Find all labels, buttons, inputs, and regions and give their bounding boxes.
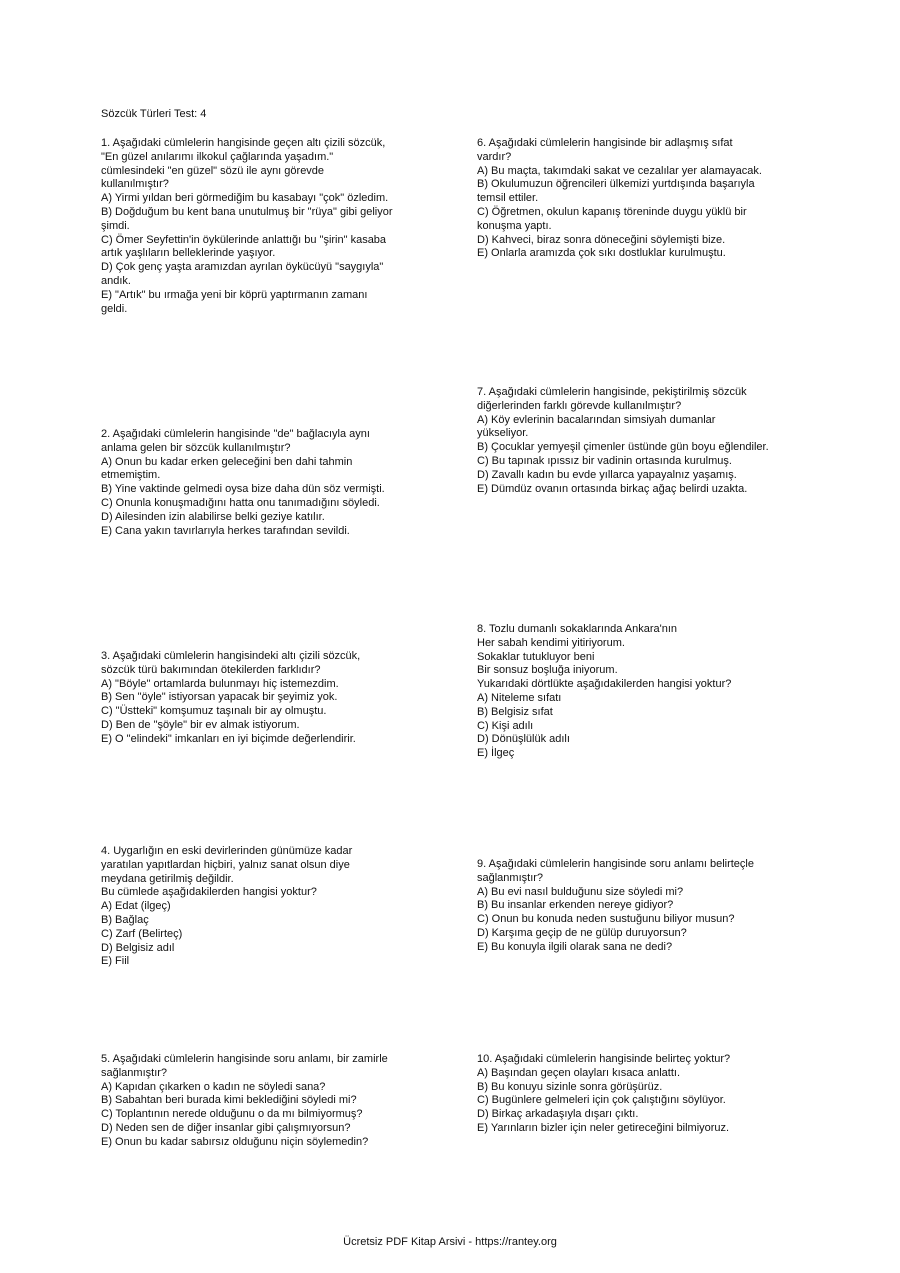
- question-line: C) Onun bu konuda neden sustuğunu biliyor musun?: [477, 913, 735, 926]
- question-line: diğerlerinden farklı görevde kullanılmıştır?: [477, 399, 682, 412]
- question-line: sağlanmıştır?: [477, 871, 544, 884]
- question-line: A) Onun bu kadar erken geleceğini ben dahi tahmin: [101, 455, 353, 468]
- question-1: [101, 137, 431, 316]
- question-stem: 7. Aşağıdaki cümlelerin hangisinde, pekiştirilmiş sözcük: [477, 386, 747, 398]
- question-10: [477, 1053, 807, 1136]
- question-line: A) Köy evlerinin bacalarından simsiyah dumanlar: [477, 413, 716, 426]
- question-line: C) "Üstteki" komşumuz taşınalı bir ay olmuştu.: [101, 705, 327, 718]
- question-line: C) Öğretmen, okulun kapanış töreninde duygu yüklü bir: [477, 205, 747, 218]
- page-title: Sözcük Türleri Test: 4: [101, 108, 207, 120]
- question-line: Yukarıdaki dörtlükte aşağıdakilerden hangisi yoktur?: [477, 678, 732, 691]
- question-stem: 1. Aşağıdaki cümlelerin hangisinde geçen altı çizili sözcük,: [101, 137, 386, 149]
- question-line: artık yaşlıların belleklerinde yaşıyor.: [101, 247, 276, 260]
- question-line: B) Belgisiz sıfat: [477, 705, 553, 718]
- question-line: D) Karşıma geçip de ne gülüp duruyorsun?: [477, 926, 687, 939]
- question-line: Sokaklar tutukluyor beni: [477, 650, 595, 663]
- question-line: E) Yarınların bizler için neler getireceğini bilmiyoruz.: [477, 1121, 730, 1134]
- question-line: A) Yirmi yıldan beri görmediğim bu kasabayı "çok" özledim.: [101, 192, 389, 205]
- question-stem: 9. Aşağıdaki cümlelerin hangisinde soru anlamı belirteçle: [477, 858, 754, 870]
- question-5: [101, 1053, 431, 1150]
- question-line: B) Doğduğum bu kent bana unutulmuş bir "rüya" gibi geliyor: [101, 205, 393, 218]
- question-line: geldi.: [101, 302, 128, 315]
- question-stem: 8. Tozlu dumanlı sokaklarında Ankara'nın: [477, 623, 678, 635]
- question-line: kullanılmıştır?: [101, 178, 169, 191]
- question-line: D) Zavallı kadın bu evde yıllarca yapayalnız yaşamış.: [477, 468, 737, 481]
- question-line: B) Bağlaç: [101, 913, 149, 926]
- question-8: [477, 623, 807, 761]
- question-line: E) O "elindeki" imkanları en iyi biçimde değerlendirir.: [101, 732, 356, 745]
- question-line: D) Ailesinden izin alabilirse belki geziye katılır.: [101, 510, 325, 523]
- question-line: C) Kişi adılı: [477, 719, 534, 732]
- question-line: C) Zarf (Belirteç): [101, 927, 183, 940]
- question-line: Bir sonsuz boşluğa iniyorum.: [477, 664, 618, 677]
- question-7: [477, 386, 807, 496]
- question-line: A) Edat (ilgeç): [101, 900, 171, 913]
- question-line: E) Fiil: [101, 955, 130, 968]
- question-line: E) Cana yakın tavırlarıyla herkes tarafından sevildi.: [101, 524, 350, 537]
- question-line: C) Bu tapınak ıpıssız bir vadinin ortasında kurulmuş.: [477, 454, 732, 467]
- question-line: E) İlgeç: [477, 747, 515, 760]
- question-stem: 10. Aşağıdaki cümlelerin hangisinde belirteç yoktur?: [477, 1053, 731, 1065]
- question-line: A) Başından geçen olayları kısaca anlattı.: [477, 1066, 681, 1079]
- question-9: [477, 858, 807, 955]
- question-line: A) "Böyle" ortamlarda bulunmayı hiç istemezdim.: [101, 677, 339, 690]
- question-line: C) Ömer Seyfettin'in öykülerinde anlattığı bu "şirin" kasaba: [101, 233, 387, 246]
- question-line: şimdi.: [101, 219, 130, 232]
- question-line: E) Onun bu kadar sabırsız olduğunu niçin söylemedin?: [101, 1135, 369, 1148]
- question-line: A) Niteleme sıfatı: [477, 691, 562, 704]
- question-line: vardır?: [477, 150, 512, 163]
- question-line: D) Çok genç yaşta aramızdan ayrılan öykücüyü "saygıyla": [101, 261, 384, 274]
- question-line: A) Bu evi nasıl bulduğunu size söyledi mi?: [477, 885, 684, 898]
- question-stem: 2. Aşağıdaki cümlelerin hangisinde "de" bağlacıyla aynı: [101, 428, 370, 440]
- page-footer: Ücretsiz PDF Kitap Arsivi - https://rantey.org: [343, 1236, 557, 1248]
- question-line: A) Bu maçta, takımdaki sakat ve cezalılar yer alamayacak.: [477, 164, 762, 177]
- question-line: D) Neden sen de diğer insanlar gibi çalışmıyorsun?: [101, 1121, 351, 1134]
- question-line: B) Okulumuzun öğrencileri ülkemizi yurtdışında başarıyla: [477, 178, 755, 191]
- question-line: meydana getirilmiş değildir.: [101, 872, 234, 885]
- question-line: D) Birkaç arkadaşıyla dışarı çıktı.: [477, 1108, 639, 1121]
- question-2: [101, 428, 431, 538]
- question-line: sözcük türü bakımından ötekilerden farklıdır?: [101, 663, 321, 676]
- question-line: B) Yine vaktinde gelmedi oysa bize daha dün söz vermişti.: [101, 483, 385, 496]
- question-line: B) Bu konuyu sizinle sonra görüşürüz.: [477, 1080, 663, 1093]
- question-line: etmemiştim.: [101, 469, 161, 482]
- question-line: yaratılan yapıtlardan hiçbiri, yalnız sanat olsun diye: [101, 858, 350, 871]
- question-line: C) Toplantının nerede olduğunu o da mı bilmiyormuş?: [101, 1108, 363, 1121]
- question-line: C) Bugünlere gelmeleri için çok çalıştığını söylüyor.: [477, 1094, 726, 1107]
- question-line: D) Belgisiz adıl: [101, 941, 175, 954]
- question-line: Bu cümlede aşağıdakilerden hangisi yoktur?: [101, 886, 317, 899]
- question-stem: 3. Aşağıdaki cümlelerin hangisindeki altı çizili sözcük,: [101, 650, 361, 662]
- question-stem: 6. Aşağıdaki cümlelerin hangisinde bir adlaşmış sıfat: [477, 137, 733, 149]
- question-line: B) Sabahtan beri burada kimi beklediğini söyledi mi?: [101, 1094, 357, 1107]
- question-stem: 5. Aşağıdaki cümlelerin hangisinde soru anlamı, bir zamirle: [101, 1053, 388, 1065]
- question-line: E) Onlarla aramızda çok sıkı dostluklar kurulmuştu.: [477, 247, 726, 260]
- question-line: E) "Artık" bu ırmağa yeni bir köprü yaptırmanın zamanı: [101, 288, 368, 301]
- question-line: "En güzel anılarımı ilkokul çağlarında yaşadım.": [101, 150, 334, 163]
- question-line: E) Dümdüz ovanın ortasında birkaç ağaç belirdi uzakta.: [477, 482, 748, 495]
- question-line: D) Dönüşlülük adılı: [477, 733, 570, 746]
- question-line: konuşma yaptı.: [477, 219, 552, 232]
- question-line: B) Çocuklar yemyeşil çimenler üstünde gün boyu eğlendiler.: [477, 441, 769, 454]
- question-line: E) Bu konuyla ilgili olarak sana ne dedi?: [477, 940, 673, 953]
- question-line: sağlanmıştır?: [101, 1066, 168, 1079]
- question-line: C) Onunla konuşmadığını hatta onu tanımadığını söyledi.: [101, 496, 380, 509]
- question-line: D) Kahveci, biraz sonra döneceğini söylemişti bize.: [477, 233, 726, 246]
- question-line: cümlesindeki "en güzel" sözü ile aynı görevde: [101, 164, 325, 177]
- question-line: D) Ben de "şöyle" bir ev almak istiyorum.: [101, 718, 300, 731]
- question-line: B) Sen "öyle" istiyorsan yapacak bir şeyimiz yok.: [101, 691, 338, 704]
- question-line: A) Kapıdan çıkarken o kadın ne söyledi sana?: [101, 1080, 326, 1093]
- question-line: anlama gelen bir sözcük kullanılmıştır?: [101, 441, 291, 454]
- question-4: [101, 845, 431, 969]
- question-line: temsil ettiler.: [477, 192, 539, 205]
- question-line: B) Bu insanlar erkenden nereye gidiyor?: [477, 899, 674, 912]
- question-line: Her sabah kendimi yitiriyorum.: [477, 636, 625, 649]
- question-6: [477, 137, 807, 261]
- question-stem: 4. Uygarlığın en eski devirlerinden günümüze kadar: [101, 845, 353, 857]
- question-line: andık.: [101, 274, 131, 287]
- question-line: yükseliyor.: [477, 427, 529, 440]
- question-3: [101, 650, 431, 747]
